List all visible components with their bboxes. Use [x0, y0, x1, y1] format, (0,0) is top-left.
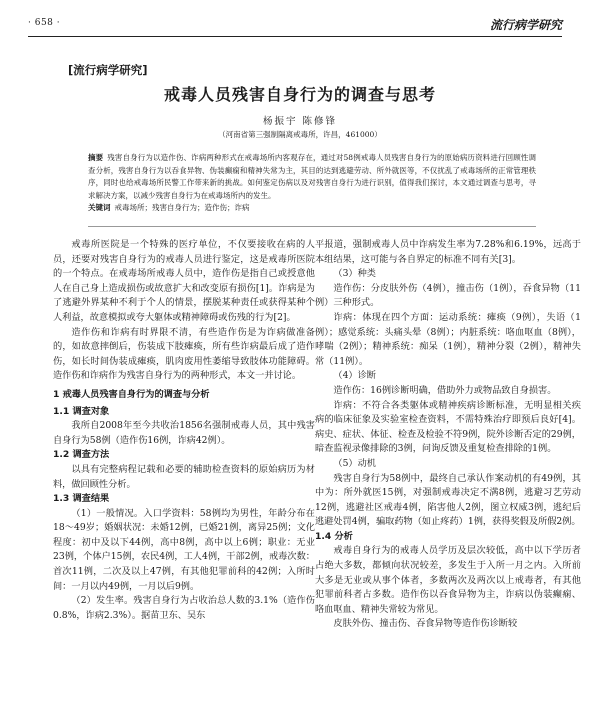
intro-paragraph-2: 造作伤和诈病有时界限不清，有些造作伤是为诈病做准备的，如故意摔倒后，伤装成下肢瘫痪，所有些诈病最后成了造作伤，如长时间伪装成瘫痪，肌肉废用性萎缩导致肢体功能障碍。造作伤和诈病作为残害自身行为的两种形式，本文一并讨论。	[53, 326, 315, 382]
subsection-4-heading: （4）诊断	[333, 370, 376, 382]
subsection-3-heading: （3）种类	[333, 268, 376, 280]
section-1-4-paragraph-1: 戒毒自身行为的戒毒人员学历及层次较低，高中以下学历者占绝大多数，都倾向状况较差，多发生于入所一月之内。入所前大多是无业或从事个体者，多数两次及两次以上戒毒者，有其他犯罪前科者占多数。造作伤以吞食异物为主，诈病以伪装癫痫、咯血呕血、精神失常较为常见。	[315, 545, 581, 615]
abstract-block	[88, 152, 536, 215]
section-1-4-heading: 1.4 分析	[315, 530, 353, 542]
subsection-5-paragraph-1: 残害自身行为58例中，最终自己承认作案动机的有49例，其中为：所外就医15例，对强制戒毒决定不满8例，逃避习艺劳动12例，逃避社区戒毒4例，陷害他人2例，图立权威3例，逃纪后逃避处罚4例，骗取药物（如止疼药）1例，获得奖假及所假2例。	[315, 472, 581, 528]
section-1-2-text: 以具有完整病程记载和必要的辅助检查资料的原始病历为材料，做回顾性分析。	[53, 463, 315, 490]
subsection-3-paragraph-1: 造作伤：分皮肤外伤（4例），撞击伤（1例），吞食异物（11例）三种形式。	[315, 282, 581, 309]
section-1-3-heading: 1.3 调查结果	[53, 493, 110, 505]
subsection-3-paragraph-2: 诈病：体现在四个方面：运动系统：瘫痪（9例），失语（1例）；感觉系统：头痛头晕（8例）；内脏系统：咯血呕血（8例），哮喘（2例）；精神系统：痴呆（1例），精神分裂（2例），精神失常（11例）。	[315, 311, 581, 367]
left-column	[53, 238, 315, 623]
keywords-text: 戒毒场所；残害自身行为；造作伤；诈病	[114, 203, 250, 212]
article-authors: 杨振宇 陈修锋	[262, 116, 338, 127]
section-1-1-heading: 1.1 调查对象	[53, 405, 110, 417]
abstract-text: 残害自身行为以造作伤、诈病两种形式在戒毒场所内客观存在，通过对58例戒毒人员残害自身行为的原始病历资料进行回顾性调查分析，残害自身行为以吞食异物、伪装癫痫和精神失常为主，其目的达到逃避劳动、所外就医等，不仅扰乱了戒毒场所的正常管理秩序，同时也给戒毒场所民警工作带来新的挑战。如何鉴定伤病以及对残害自身行为进行识别，值得我们探讨，本文通过调查与思考，寻求解决方案，以减少残害自身行为在戒毒场所内的发生。	[88, 153, 536, 200]
section-1-2-heading: 1.2 调查方法	[53, 449, 110, 461]
section-1-3-paragraph-1: （1）一般情况。入口学资料：58例均为男性，年龄分布在18～49岁；婚姻状况：未婚12例，已婚21例，离异25例；文化程度：初中及以下44例，高中8例，高中以上6例；职业：无业23例，个体户15例，农民4例，工人4例，干部2例，戒毒次数：首次11例，二次及以上47例，有其他犯罪前科的42例；入所时间：一月以内49例，一月以后9例。	[53, 507, 315, 592]
page-number: · 658 ·	[28, 18, 61, 28]
section-1-heading: 1 戒毒人员残害自身行为的调查与分析	[53, 388, 210, 400]
abstract-rule	[88, 226, 536, 227]
keywords-line	[88, 202, 536, 215]
keywords-label: 关键词	[88, 203, 111, 212]
right-column	[315, 238, 581, 632]
intro-paragraph-1: 戒毒所医院是一个特殊的医疗单位，不仅要接收在病的人员，还要对残害自身行为的戒毒人员进行鉴定，这是戒毒所医院的一个特点。在戒毒场所戒毒人员中，造作伤是指自己或授意他人在自己身上造成损伤或故意扩大和改变原有损伤[1]。诈病是为了逃避外界某种不利于个人的情景，摆脱某种责任或获得某种个人利益，故意模拟或夸大躯体或精神障碍或伤残的行为[2]。	[53, 239, 315, 323]
header-rule	[28, 36, 562, 37]
continued-paragraph: 平报道，强制戒毒人员中诈病发生率为7.28%和6.19%，远高于本组结果，这可能与各自界定的标准不同有关[3]。	[315, 239, 581, 265]
subsection-5-heading: （5）动机	[333, 457, 376, 469]
running-header	[28, 18, 562, 34]
abstract-label: 摘要	[88, 153, 104, 162]
author-affiliation: （河南省第三强制隔离戒毒所，许昌，461000）	[218, 130, 382, 139]
section-1-1-text: 我所自2008年至今共收治1856名强制戒毒人员，其中残害自身行为58例（造作伤16例，诈病42例）。	[53, 420, 315, 446]
article-title: 戒毒人员残害自身行为的调查与思考	[163, 85, 436, 104]
section-1-3-paragraph-2: （2）发生率。残害自身行为占收治总人数的3.1%（造作伤0.8%，诈病2.3%）。据苗卫东、吴东	[53, 595, 315, 621]
subsection-4-paragraph-1: 造作伤：16例诊断明确，借助外力或物品致自身损害。	[333, 384, 557, 396]
journal-section-name: 流行病学研究	[489, 18, 562, 32]
section-tag: [流行病学研究]	[68, 63, 148, 77]
subsection-4-paragraph-2: 诈病：不符合各类躯体或精神疾病诊断标准，无明显相关疾病的临床征象及实验室检查资料，不需特殊治疗即预后良好[4]。病史、症状、体征、检查及检验不符9例，院外诊断否定的29例，暗查监视录像排除的3例，问询反馈及重复检查排除的1例。	[315, 399, 581, 455]
abstract-paragraph	[88, 152, 536, 202]
section-1-4-paragraph-2: 皮肤外伤、撞击伤、吞食异物等造作伤诊断较	[333, 618, 518, 630]
